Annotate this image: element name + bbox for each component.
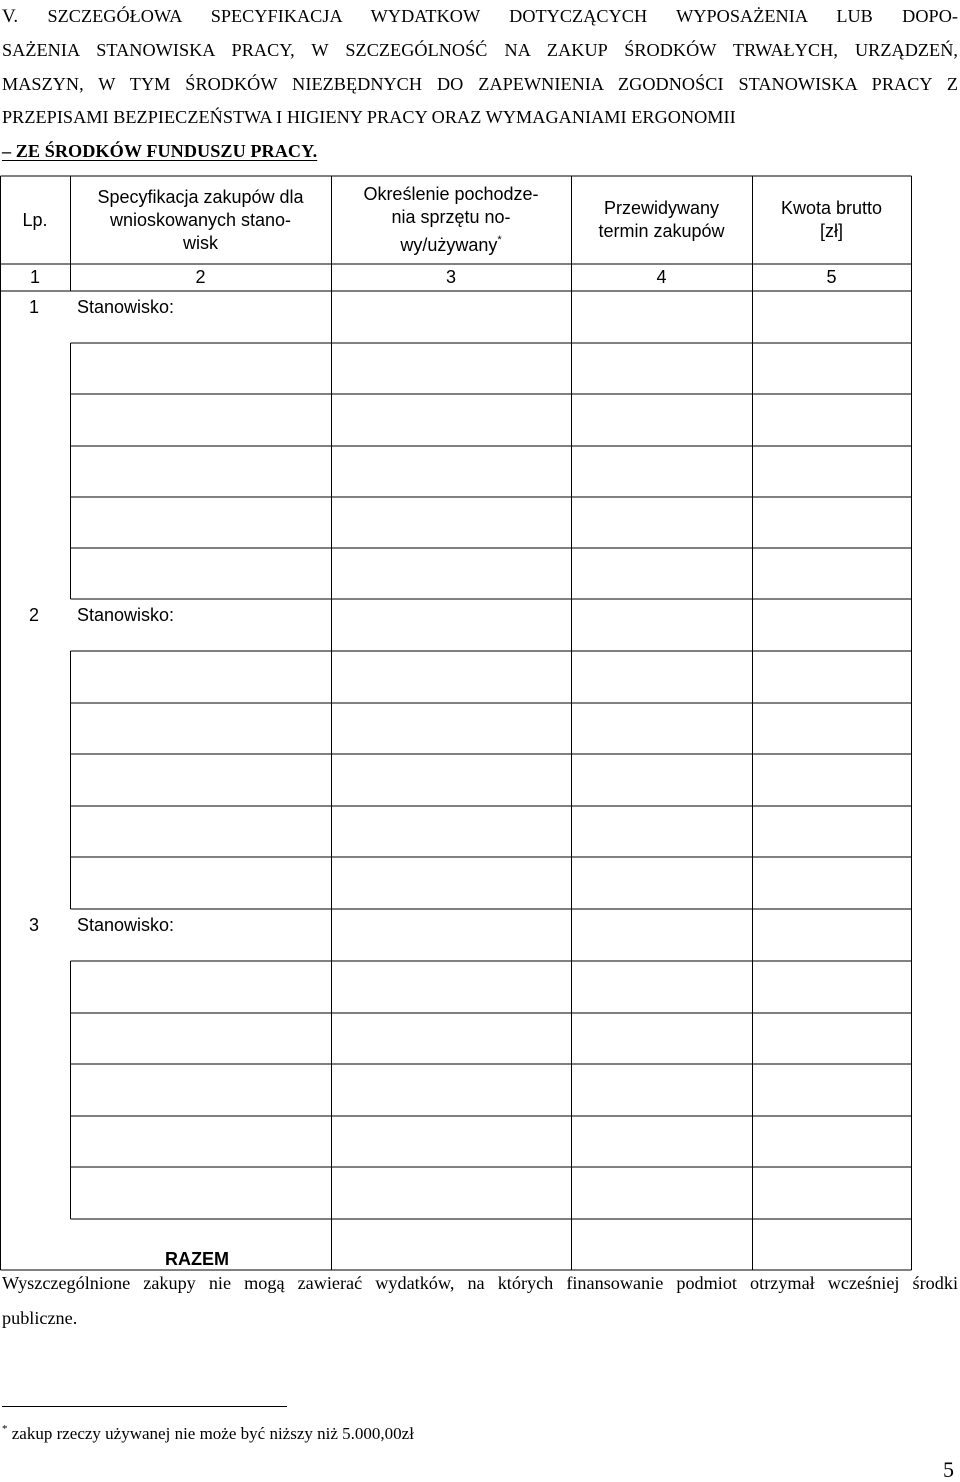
section-1-label: Stanowisko: xyxy=(77,297,175,317)
col-header-origin-text: Określenie pochodze- nia sprzętu no- wy/używany xyxy=(363,184,539,255)
section-2-number: 2 xyxy=(29,605,40,625)
col-number-2: 2 xyxy=(195,267,206,287)
footnote xyxy=(2,1418,414,1445)
section-2-label: Stanowisko: xyxy=(77,605,175,625)
col-number-4: 4 xyxy=(656,267,667,287)
section-3-label: Stanowisko: xyxy=(77,915,175,935)
heading-line-2: SAŻENIA STANOWISKA PRACY, W SZCZEGÓLNOŚĆ NA ZAKUP ŚRODKÓW TRWAŁYCH, URZĄDZEŃ, xyxy=(2,39,958,60)
heading-line-4: PRZEPISAMI BEZPIECZEŃSTWA I HIGIENY PRACY ORAZ WYMAGANIAMI ERGONOMII xyxy=(2,107,736,128)
col-header-amount: Kwota brutto [zł] xyxy=(780,198,883,241)
col-number-1: 1 xyxy=(29,267,40,287)
footnote-separator xyxy=(2,1406,287,1407)
note-line-2: publiczne. xyxy=(2,1308,78,1328)
total-label: RAZEM xyxy=(165,1249,229,1269)
col-header-specification: Specyfikacja zakupów dla wnioskowanych stano- wisk xyxy=(97,186,304,253)
footnote-text: zakup rzeczy używanej nie może być niższy niż 5.000,00zł xyxy=(7,1424,414,1443)
col-header-lp: Lp. xyxy=(22,209,48,230)
col-number-3: 3 xyxy=(445,267,456,287)
heading-text-1: SZCZEGÓŁOWA SPECYFIKACJA WYDATKOW DOTYCZĄCYCH WYPOSAŻENIA LUB DOPO- xyxy=(47,6,958,26)
col-number-5: 5 xyxy=(826,267,837,287)
section-number: V. xyxy=(2,6,19,27)
section-1-number: 1 xyxy=(29,297,40,317)
heading-line-3: MASZYN, W TYM ŚRODKÓW NIEZBĘDNYCH DO ZAPEWNIENIA ZGODNOŚCI STANOWISKA PRACY Z xyxy=(2,73,958,94)
note-line-1: Wyszczególnione zakupy nie mogą zawierać wydatków, na których finansowanie podmiot otrzymał wcześniej środki xyxy=(2,1273,958,1293)
section-3-number: 3 xyxy=(29,915,40,935)
col-header-term: Przewidywany termin zakupów xyxy=(598,198,725,241)
footnote-mark: * xyxy=(497,234,502,246)
footnote-star: * xyxy=(2,1423,8,1435)
page-number: 5 xyxy=(943,1457,954,1482)
heading-line-5: – ZE ŚRODKÓW FUNDUSZU PRACY. xyxy=(2,141,318,162)
col-header-origin xyxy=(331,176,571,264)
